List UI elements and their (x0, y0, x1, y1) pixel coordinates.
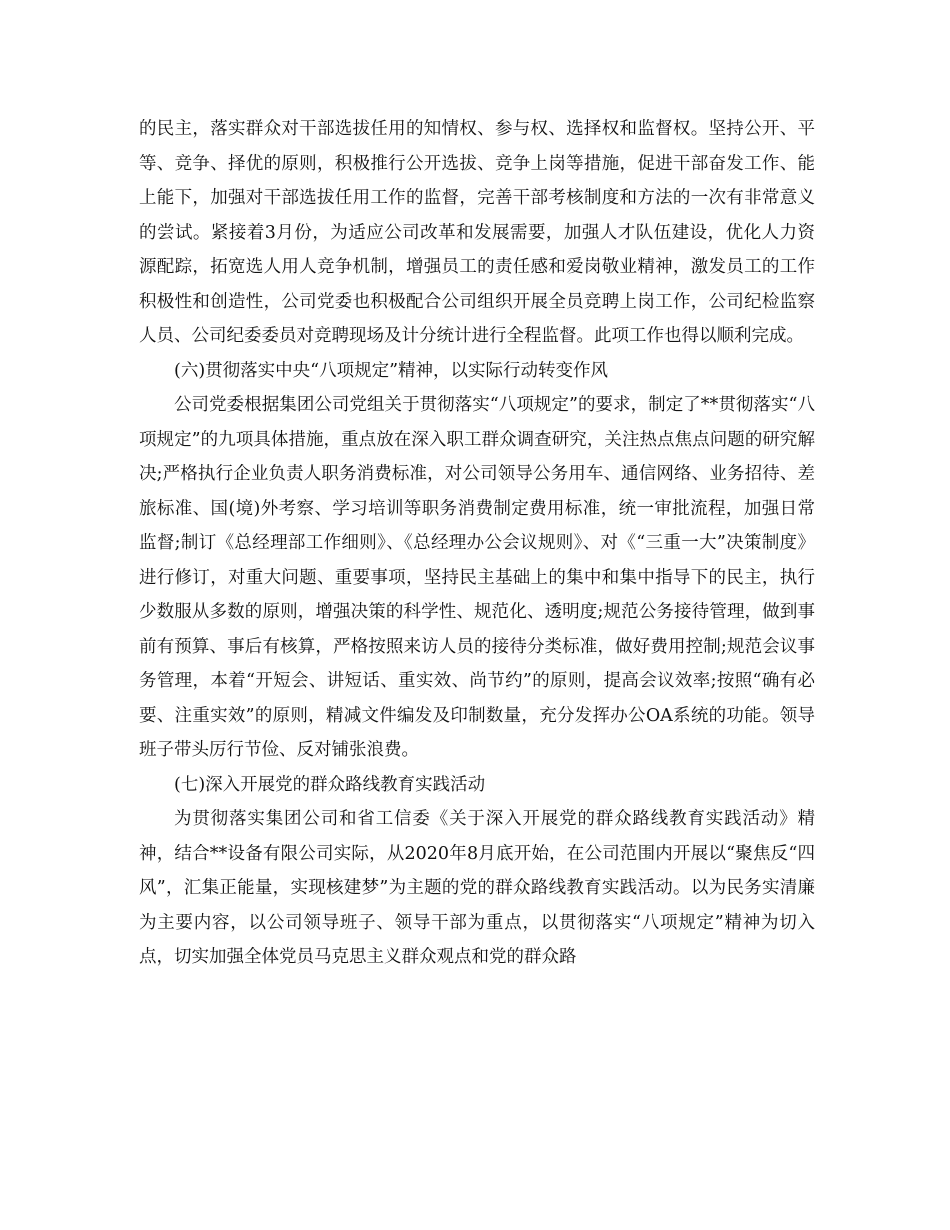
paragraph-cadre-selection: 的民主，落实群众对干部选拔任用的知情权、参与权、选择权和监督权。坚持公开、平等、竞争、择优的原则，积极推行公开选拔、竞争上岗等措施，促进干部奋发工作、能上能下，加强对干部选拔任用工作的监督，完善干部考核制度和方法的一次有非常意义的尝试。紧接着3月份，为适应公司改革和发展需要，加强人才队伍建设，优化人力资源配踪，拓宽选人用人竞争机制，增强员工的责任感和爱岗敬业精神，激发员工的工作积极性和创造性，公司党委也积极配合公司组织开展全员竞聘上岗工作，公司纪检监察人员、公司纪委委员对竞聘现场及计分统计进行全程监督。此项工作也得以顺利完成。 (139, 119, 815, 346)
section-heading-seven: (七)深入开展党的群众路线教育实践活动 (174, 774, 486, 795)
paragraph-eight-rules: 公司党委根据集团公司党组关于贯彻落实“八项规定”的要求，制定了**贯彻落实“八项规定”的九项具体措施，重点放在深入职工群众调查研究，关注热点焦点问题的研究解决;严格执行企业负责人职务消费标准，对公司领导公务用车、通信网络、业务招待、差旅标准、国(境)外考察、学习培训等职务消费制定费用标准，统一审批流程，加强日常监督;制订《总经理部工作细则》、《总经理办公会议规则》、对《“三重一大”决策制度》进行修订，对重大问题、重要事项，坚持民主基础上的集中和集中指导下的民主，执行少数服从多数的原则，增强决策的科学性、规范化、透明度;规范公务接待管理，做到事前有预算、事后有核算，严格按照来访人员的接待分类标准，做好费用控制;规范会议事务管理，本着“开短会、讲短话、重实效、尚节约”的原则，提高会议效率;按照“确有必要、注重实效”的原则，精减文件编发及印制数量，充分发挥办公OA系统的功能。领导班子带头厉行节俭、反对铺张浪费。 (139, 395, 815, 760)
paragraph-mass-line: 为贯彻落实集团公司和省工信委《关于深入开展党的群众路线教育实践活动》精神，结合**设备有限公司实际，从2020年8月底开始，在公司范围内开展以“聚焦反“四风”，汇集正能量，实现核建梦”为主题的党的群众路线教育实践活动。以为民务实清廉为主要内容，以公司领导班子、领导干部为重点，以贯彻落实“八项规定”精神为切入点，切实加强全体党员马克思主义群众观点和党的群众路 (139, 809, 815, 967)
section-heading-six: (六)贯彻落实中央“八项规定”精神，以实际行动转变作风 (174, 360, 609, 381)
document-body (139, 112, 815, 975)
